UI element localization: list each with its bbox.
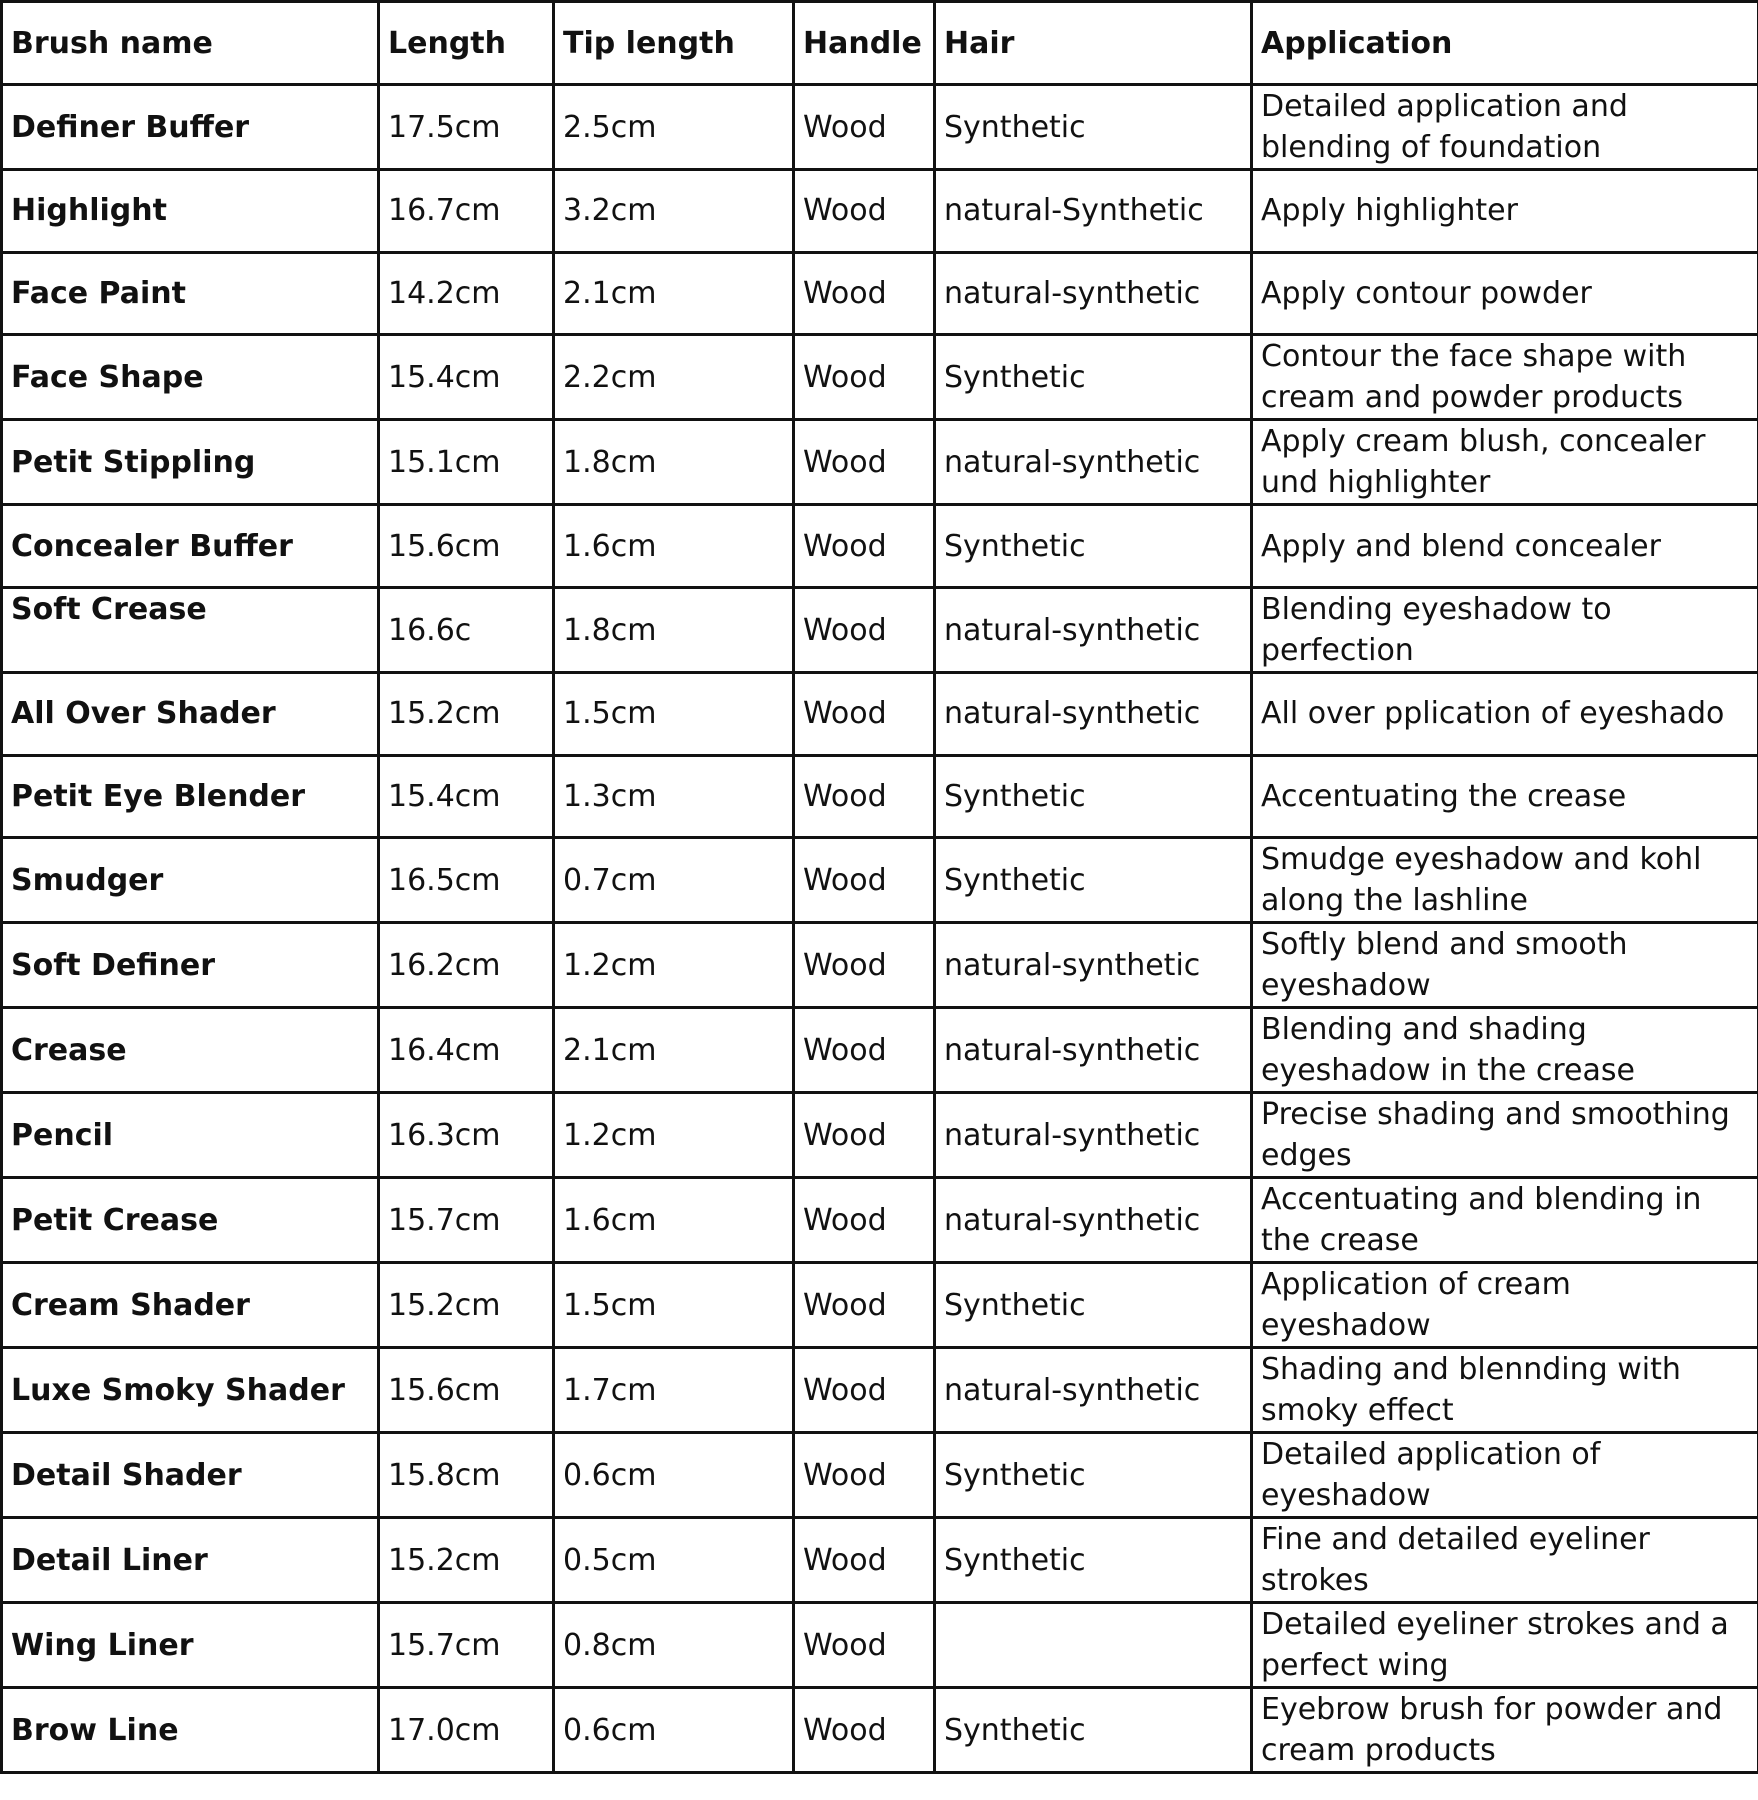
application-text-line: Eyebrow brush for powder and <box>1261 1692 1723 1728</box>
cell-tip-length: 2.1cm <box>554 252 794 335</box>
cell-tip-length: 1.7cm <box>554 1348 794 1433</box>
table-row <box>2 838 1758 923</box>
cell-application <box>1252 1688 1758 1773</box>
cell-length: 15.8cm <box>379 1433 554 1518</box>
cell-hair <box>935 1603 1252 1688</box>
cell-hair: natural-synthetic <box>935 1178 1252 1263</box>
cell-hair: natural-synthetic <box>935 923 1252 1008</box>
application-text-line: Apply highlighter <box>1261 193 1518 229</box>
application-text-line: Detailed eyeliner strokes and a <box>1261 1607 1729 1643</box>
cell-brush-name: Petit Crease <box>2 1178 379 1263</box>
cell-handle: Wood <box>794 85 935 170</box>
cell-application <box>1252 252 1758 335</box>
table-row <box>2 923 1758 1008</box>
cell-brush-name: Smudger <box>2 838 379 923</box>
application-text-line: Apply cream blush, concealer <box>1261 424 1706 460</box>
application-text-line: cream products <box>1261 1733 1496 1769</box>
header-handle: Handle <box>794 2 935 85</box>
application-text-line: und highlighter <box>1261 465 1491 501</box>
table-row <box>2 85 1758 170</box>
cell-handle: Wood <box>794 1008 935 1093</box>
application-text-line: Fine and detailed eyeliner <box>1261 1522 1650 1558</box>
cell-brush-name: Highlight <box>2 170 379 253</box>
application-text-line: cream and powder products <box>1261 380 1684 416</box>
cell-handle: Wood <box>794 420 935 505</box>
application-text-line: Apply contour powder <box>1261 276 1592 312</box>
cell-hair: Synthetic <box>935 755 1252 838</box>
cell-handle: Wood <box>794 923 935 1008</box>
table-row <box>2 252 1758 335</box>
cell-handle: Wood <box>794 1518 935 1603</box>
application-text-line: blending of foundation <box>1261 130 1602 165</box>
application-text-line: Blending eyeshadow to <box>1261 592 1612 628</box>
application-text-line: Blending and shading <box>1261 1012 1587 1048</box>
cell-hair: Synthetic <box>935 1688 1252 1773</box>
application-text-line: Shading and blennding with <box>1261 1352 1681 1388</box>
cell-tip-length: 1.5cm <box>554 1263 794 1348</box>
cell-length: 16.7cm <box>379 170 554 253</box>
cell-hair: Synthetic <box>935 1433 1252 1518</box>
cell-hair: natural-synthetic <box>935 673 1252 756</box>
cell-hair: natural-synthetic <box>935 1093 1252 1178</box>
cell-brush-name: Face Shape <box>2 335 379 420</box>
cell-application <box>1252 170 1758 253</box>
table-row <box>2 420 1758 505</box>
cell-tip-length: 1.8cm <box>554 420 794 505</box>
application-text-line: eyeshadow <box>1261 968 1431 1004</box>
table-row <box>2 505 1758 588</box>
cell-brush-name: Concealer Buffer <box>2 505 379 588</box>
application-text-line: Application of cream <box>1261 1267 1571 1303</box>
header-application: Application <box>1252 2 1758 85</box>
application-text-line: Detailed application of <box>1261 1437 1601 1473</box>
table-row <box>2 1603 1758 1688</box>
cell-application <box>1252 755 1758 838</box>
cell-brush-name: Cream Shader <box>2 1263 379 1348</box>
cell-length: 14.2cm <box>379 252 554 335</box>
table-row <box>2 673 1758 756</box>
cell-tip-length: 0.7cm <box>554 838 794 923</box>
cell-brush-name: Brow Line <box>2 1688 379 1773</box>
application-text-line: eyeshadow <box>1261 1308 1431 1344</box>
cell-hair: natural-synthetic <box>935 420 1252 505</box>
table-row <box>2 1263 1758 1348</box>
cell-handle: Wood <box>794 1263 935 1348</box>
cell-brush-name: Pencil <box>2 1093 379 1178</box>
application-text-line: Accentuating and blending in <box>1261 1182 1702 1218</box>
cell-tip-length: 1.2cm <box>554 1093 794 1178</box>
table-row <box>2 1008 1758 1093</box>
header-length: Length <box>379 2 554 85</box>
cell-handle: Wood <box>794 1603 935 1688</box>
table-row <box>2 588 1758 673</box>
cell-application <box>1252 1263 1758 1348</box>
table-row <box>2 335 1758 420</box>
cell-hair: Synthetic <box>935 838 1252 923</box>
cell-tip-length: 0.5cm <box>554 1518 794 1603</box>
application-text-line: smoky effect <box>1261 1393 1454 1429</box>
application-text-line: strokes <box>1261 1563 1369 1599</box>
application-text-line: Accentuating the crease <box>1261 779 1627 815</box>
cell-hair: Synthetic <box>935 85 1252 170</box>
cell-application <box>1252 1433 1758 1518</box>
cell-handle: Wood <box>794 252 935 335</box>
table-row <box>2 1348 1758 1433</box>
cell-brush-name: Face Paint <box>2 252 379 335</box>
table-header <box>2 2 1758 85</box>
cell-length: 16.5cm <box>379 838 554 923</box>
cell-handle: Wood <box>794 1688 935 1773</box>
application-text-line: the crease <box>1261 1223 1419 1259</box>
header-row <box>2 2 1758 85</box>
application-text-line: Precise shading and smoothing <box>1261 1097 1730 1133</box>
cell-length: 15.6cm <box>379 505 554 588</box>
cell-application <box>1252 838 1758 923</box>
cell-tip-length: 1.8cm <box>554 588 794 673</box>
cell-application <box>1252 673 1758 756</box>
cell-brush-name: Petit Eye Blender <box>2 755 379 838</box>
cell-tip-length: 0.6cm <box>554 1688 794 1773</box>
application-text-line: edges <box>1261 1138 1352 1174</box>
cell-handle: Wood <box>794 1093 935 1178</box>
cell-hair: Synthetic <box>935 505 1252 588</box>
table-row <box>2 1093 1758 1178</box>
cell-length: 16.3cm <box>379 1093 554 1178</box>
table-row <box>2 1178 1758 1263</box>
cell-length: 15.2cm <box>379 1518 554 1603</box>
cell-application <box>1252 1518 1758 1603</box>
cell-length: 16.4cm <box>379 1008 554 1093</box>
cell-handle: Wood <box>794 170 935 253</box>
application-text-line: Detailed application and <box>1261 89 1628 124</box>
cell-handle: Wood <box>794 335 935 420</box>
cell-tip-length: 1.5cm <box>554 673 794 756</box>
table-row <box>2 1688 1758 1773</box>
cell-application <box>1252 85 1758 170</box>
cell-tip-length: 3.2cm <box>554 170 794 253</box>
cell-handle: Wood <box>794 1433 935 1518</box>
cell-tip-length: 2.2cm <box>554 335 794 420</box>
cell-tip-length: 1.3cm <box>554 755 794 838</box>
cell-length: 15.6cm <box>379 1348 554 1433</box>
header-brush-name: Brush name <box>2 2 379 85</box>
cell-hair: natural-synthetic <box>935 252 1252 335</box>
table-row <box>2 170 1758 253</box>
cell-brush-name: Definer Buffer <box>2 85 379 170</box>
cell-application <box>1252 1093 1758 1178</box>
cell-brush-name: Detail Shader <box>2 1433 379 1518</box>
cell-length: 17.0cm <box>379 1688 554 1773</box>
cell-tip-length: 1.6cm <box>554 1178 794 1263</box>
cell-hair: natural-synthetic <box>935 588 1252 673</box>
cell-hair: Synthetic <box>935 335 1252 420</box>
application-text-line: perfect wing <box>1261 1648 1449 1684</box>
cell-tip-length: 1.2cm <box>554 923 794 1008</box>
cell-application <box>1252 335 1758 420</box>
cell-application <box>1252 420 1758 505</box>
cell-brush-name: Soft Definer <box>2 923 379 1008</box>
cell-handle: Wood <box>794 755 935 838</box>
application-text-line: eyeshadow <box>1261 1478 1431 1514</box>
application-text-line: along the lashline <box>1261 883 1528 919</box>
cell-length: 17.5cm <box>379 85 554 170</box>
cell-hair: natural-Synthetic <box>935 170 1252 253</box>
cell-brush-name: Crease <box>2 1008 379 1093</box>
cell-brush-name: Wing Liner <box>2 1603 379 1688</box>
cell-brush-name: All Over Shader <box>2 673 379 756</box>
cell-tip-length: 1.6cm <box>554 505 794 588</box>
cell-length: 15.4cm <box>379 755 554 838</box>
cell-tip-length: 2.5cm <box>554 85 794 170</box>
cell-tip-length: 0.6cm <box>554 1433 794 1518</box>
table-row <box>2 755 1758 838</box>
cell-handle: Wood <box>794 673 935 756</box>
cell-application <box>1252 1603 1758 1688</box>
cell-handle: Wood <box>794 838 935 923</box>
cell-brush-name: Petit Stippling <box>2 420 379 505</box>
cell-application <box>1252 1178 1758 1263</box>
cell-handle: Wood <box>794 588 935 673</box>
cell-length: 16.2cm <box>379 923 554 1008</box>
cell-hair: Synthetic <box>935 1518 1252 1603</box>
cell-hair: natural-synthetic <box>935 1008 1252 1093</box>
cell-length: 15.7cm <box>379 1603 554 1688</box>
cell-application <box>1252 1348 1758 1433</box>
cell-length: 16.6c <box>379 588 554 673</box>
cell-length: 15.4cm <box>379 335 554 420</box>
table-body <box>2 85 1758 1773</box>
table-row <box>2 1433 1758 1518</box>
table-row <box>2 1518 1758 1603</box>
cell-hair: Synthetic <box>935 1263 1252 1348</box>
cell-brush-name: Detail Liner <box>2 1518 379 1603</box>
cell-brush-name: Soft Crease <box>2 588 379 673</box>
cell-length: 15.2cm <box>379 1263 554 1348</box>
application-text-line: perfection <box>1261 633 1414 669</box>
application-text-line: Smudge eyeshadow and kohl <box>1261 842 1702 878</box>
cell-length: 15.2cm <box>379 673 554 756</box>
cell-handle: Wood <box>794 1348 935 1433</box>
cell-application <box>1252 505 1758 588</box>
header-hair: Hair <box>935 2 1252 85</box>
cell-tip-length: 0.8cm <box>554 1603 794 1688</box>
cell-application <box>1252 588 1758 673</box>
cell-tip-length: 2.1cm <box>554 1008 794 1093</box>
cell-length: 15.1cm <box>379 420 554 505</box>
application-text-line: Apply and blend concealer <box>1261 528 1661 564</box>
header-tip-length: Tip length <box>554 2 794 85</box>
cell-application <box>1252 923 1758 1008</box>
cell-hair: natural-synthetic <box>935 1348 1252 1433</box>
cell-handle: Wood <box>794 505 935 588</box>
application-text-line: All over pplication of eyeshado <box>1261 696 1725 732</box>
application-text-line: eyeshadow in the crease <box>1261 1053 1635 1089</box>
application-text-line: Contour the face shape with <box>1261 339 1687 375</box>
cell-brush-name: Luxe Smoky Shader <box>2 1348 379 1433</box>
cell-handle: Wood <box>794 1178 935 1263</box>
cell-length: 15.7cm <box>379 1178 554 1263</box>
cell-application <box>1252 1008 1758 1093</box>
application-text-line: Softly blend and smooth <box>1261 927 1628 963</box>
